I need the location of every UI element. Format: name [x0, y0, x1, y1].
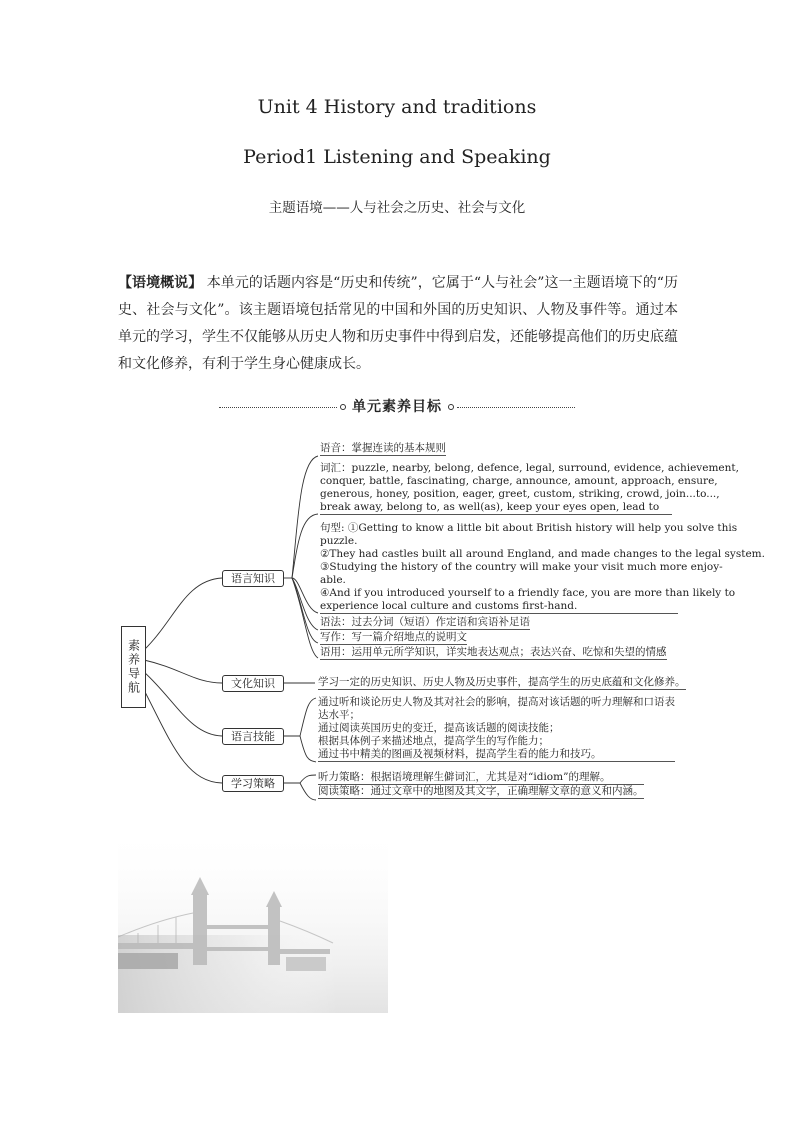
skills-line: 达水平；	[318, 709, 360, 721]
theme-context: 主题语境——人与社会之历史、社会与文化	[268, 200, 526, 216]
skills-line: 通过阅读英国历史的变迁，提高该话题的阅读技能；	[318, 722, 560, 734]
skills-line: 根据具体例子来描述地点，提高学生的写作能力；	[318, 735, 549, 747]
vocab-line: break away, belong to, as well(as), keep your eyes open, lead to	[320, 501, 660, 513]
sentence-line: ③Studying the history of the country will make your visit much more enjoy-	[320, 561, 723, 573]
skills-line: 通过听和谈论历史人物及其对社会的影响，提高对该话题的听力理解和口语表	[318, 696, 675, 708]
branch-language-skills: 语言技能	[222, 728, 284, 745]
sentence-line: 句型: ①Getting to know a little bit about British history will help you solve this	[320, 522, 738, 534]
leaf-vocabulary	[320, 462, 739, 515]
vocab-line: generous, honey, position, eager, greet, custom, striking, crowd, join...to...,	[320, 488, 720, 500]
leaf-strategy	[318, 771, 644, 799]
strategy-line: 听力策略：根据语境理解生僻词汇，尤其是对“idiom”的理解。	[318, 771, 644, 785]
leaf-grammar: 语法：过去分词（短语）作定语和宾语补足语	[320, 616, 530, 628]
overview-text: 本单元的话题内容是“历史和传统”，它属于“人与社会”这一主题语境下的“历史、社会与文化”。该主题语境包括常见的中国和外国的历史知识、人物及事件等。通过本单元的学习，学生不仅能够从历史人物和历史事件中得到启发，还能够提高他们的历史底蕴和文化修养，有利于学生身心健康成长。	[118, 275, 678, 372]
leaf-pronunciation: 语音：掌握连读的基本规则	[320, 442, 446, 454]
period-title: Period1 Listening and Speaking	[243, 146, 551, 168]
mindmap-root	[121, 626, 146, 708]
sentence-line: experience local culture and customs first-hand.	[320, 600, 578, 612]
mindmap-root-label: 素养导航	[126, 639, 141, 695]
sentence-line: ④And if you introduced yourself to a friendly face, you are more than likely to	[320, 587, 736, 599]
tower-bridge-watermark-image	[118, 825, 388, 1013]
sentence-line: ②They had castles built all around England, and made changes to the legal system.	[320, 548, 765, 560]
sentence-line: puzzle.	[320, 535, 358, 547]
overview-label: 【语境概说】	[118, 275, 203, 291]
vocab-line: conquer, battle, fascinating, charge, announce, amount, approach, ensure,	[320, 475, 718, 487]
leaf-culture: 学习一定的历史知识、历史人物及历史事件，提高学生的历史底蕴和文化修养。	[318, 676, 686, 688]
leaf-sentence-patterns	[320, 522, 765, 614]
leaf-skills	[318, 696, 675, 762]
sentence-line: able.	[320, 574, 346, 586]
leaf-writing: 写作：写一篇介绍地点的说明文	[320, 631, 467, 643]
strategy-line: 阅读策略：通过文章中的地图及其文字，正确理解文章的意义和内涵。	[318, 785, 644, 797]
branch-language-knowledge: 语言知识	[222, 570, 284, 587]
vocab-line: 词汇：puzzle, nearby, belong, defence, legal, surround, evidence, achievement,	[320, 462, 739, 474]
goals-heading-text: 单元素养目标	[352, 399, 442, 415]
leaf-usage: 语用：运用单元所学知识，详实地表达观点；表达兴奋、吃惊和失望的情感	[320, 646, 667, 658]
skills-line: 通过书中精美的图画及视频材料，提高学生看的能力和技巧。	[318, 748, 675, 762]
branch-culture-knowledge: 文化知识	[222, 675, 284, 692]
connector-root-culture	[144, 660, 222, 683]
unit-title: Unit 4 History and traditions	[257, 96, 537, 118]
branch-learning-strategy: 学习策略	[222, 775, 284, 792]
connector-root-strategy	[144, 690, 222, 783]
connector-root-language	[144, 578, 222, 650]
